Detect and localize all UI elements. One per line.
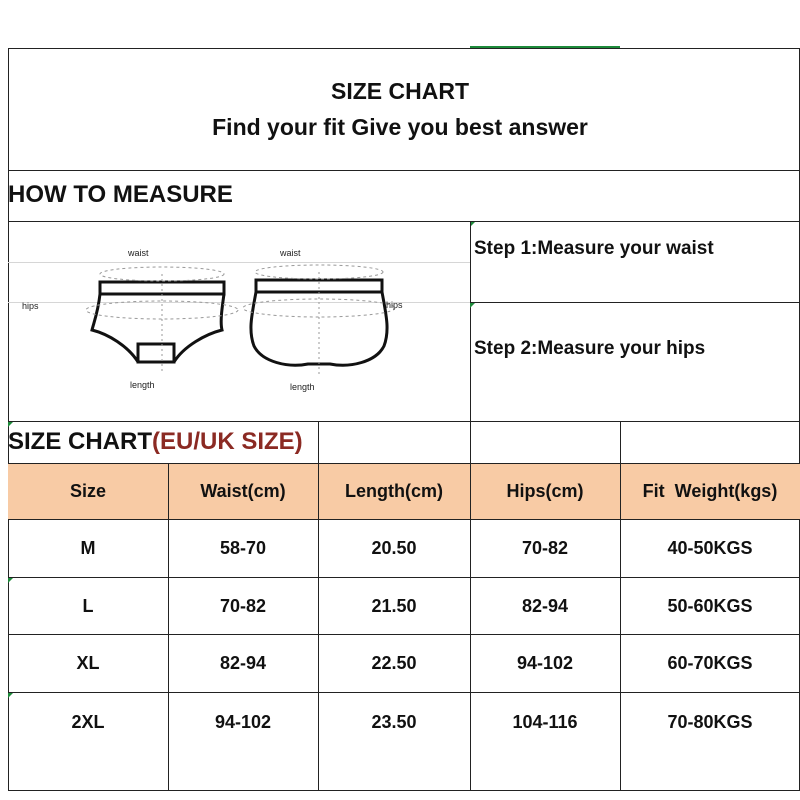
cell-waist: 70-82: [219, 595, 267, 616]
hips-label-back: hips: [386, 300, 403, 310]
length-label-back: length: [290, 382, 315, 392]
cell-weight: 60-70KGS: [667, 653, 753, 673]
frame-top: [8, 48, 800, 49]
cell-length: 20.50: [371, 538, 417, 558]
size-chart-title: [8, 428, 303, 456]
hips-label: hips: [22, 301, 39, 311]
measure-diagram: [8, 222, 470, 422]
cell-length: 23.50: [371, 711, 417, 732]
cell-hips: 82-94: [521, 595, 569, 616]
cell-waist: 58-70: [219, 538, 267, 558]
cell-size: 2XL: [71, 711, 105, 732]
cell-waist: 82-94: [219, 653, 267, 673]
cell-weight: 50-60KGS: [667, 595, 753, 616]
size-chart-title-accent: (EU/UK SIZE): [152, 428, 303, 455]
length-label: length: [130, 380, 155, 390]
table-bottom-border: [8, 790, 800, 791]
cell-hips: 70-82: [521, 538, 569, 558]
step-1-text: Step 1:Measure your waist: [474, 238, 714, 259]
cell-size: L: [82, 595, 94, 616]
waist-label-back: waist: [280, 248, 301, 258]
cell-length: 22.50: [371, 653, 417, 673]
column-header-waist: Waist(cm): [200, 481, 286, 501]
divider-chart: [8, 421, 800, 422]
column-header-hips: Hips(cm): [506, 481, 584, 501]
column-header-fit-weight: Fit Weight(kgs): [642, 481, 778, 501]
title-cell-divider: [318, 421, 319, 464]
waist-label: waist: [128, 248, 149, 258]
cell-waist: 94-102: [214, 711, 272, 732]
cell-hips: 94-102: [516, 653, 574, 673]
page-subtitle: Find your fit Give you best answer: [212, 114, 588, 140]
cell-size: M: [80, 538, 96, 558]
title-cell-divider: [470, 421, 471, 464]
column-header-length: Length(cm): [345, 481, 443, 501]
cell-weight: 40-50KGS: [667, 538, 753, 558]
title-cell-divider: [620, 421, 621, 464]
briefs-front-icon: [92, 282, 224, 362]
cell-marker: [8, 422, 13, 427]
cell-size: XL: [76, 653, 100, 673]
size-chart-title-main: SIZE CHART: [8, 428, 152, 455]
cell-hips: 104-116: [512, 711, 578, 732]
how-to-measure-heading: HOW TO MEASURE: [8, 181, 233, 208]
divider-title: [8, 170, 800, 171]
step-2-text: Step 2:Measure your hips: [474, 338, 706, 359]
divider-steps: [470, 221, 471, 422]
cell-marker: [470, 303, 475, 308]
divider-step: [470, 302, 800, 303]
page-title: SIZE CHART: [331, 78, 469, 104]
cell-weight: 70-80KGS: [667, 711, 753, 732]
column-header-size: Size: [69, 481, 107, 501]
cell-length: 21.50: [371, 595, 417, 616]
